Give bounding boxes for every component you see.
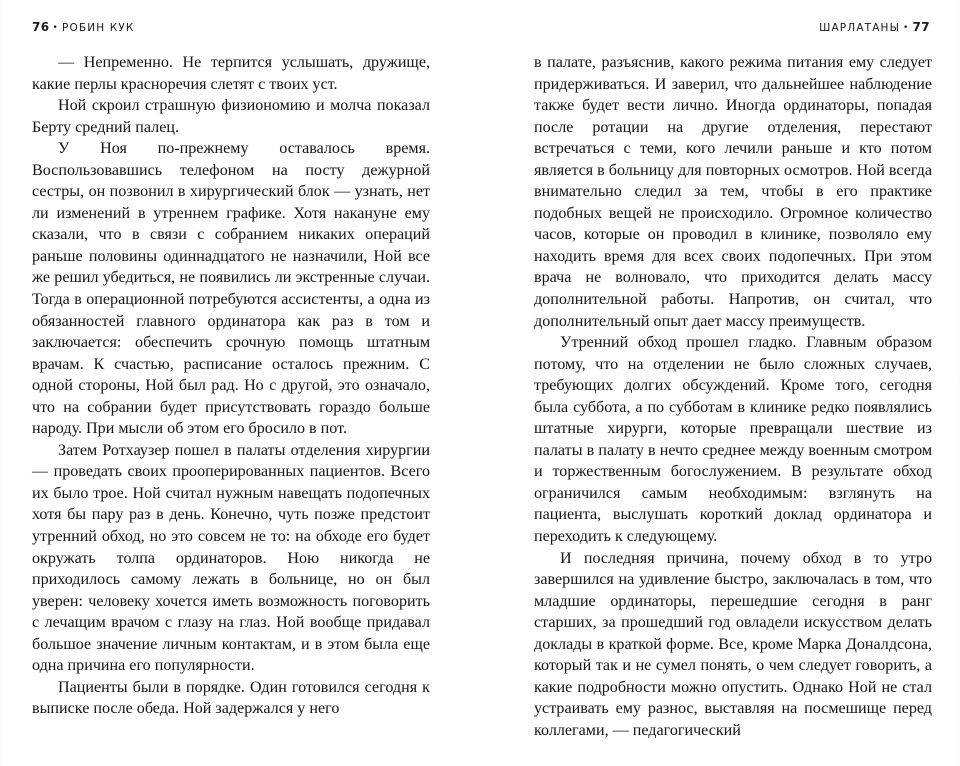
running-head-left [32,20,135,34]
page-edge-shading-left [0,0,6,766]
paragraph: Утренний обход прошел гладко. Главным образом потому, что на отделении не было сложных случаев, требующих долгих обсуждений. Кроме того, сегодня была суббота, а по субботам в клинике редко появлялись штатные хирурги, которые превращали шествие из палаты в палату в нечто среднее между военным смотром и торжественным богослужением. В результате обход ограничился самым необходимым: взглянуть на пациента, выслушать короткий доклад ординатора и переходить к следующему. [534,334,932,546]
paragraph: Ной скроил страшную физиономию и молча показал Берту средний палец. [32,97,430,136]
running-head-right [819,20,930,34]
paragraph: У Ноя по-прежнему оставалось время. Воспользовавшись телефоном на посту дежурной сестры, он позвонил в хирургический блок — узнать, нет ли изменений в утреннем графике. Хотя накануне ему сказали, что в связи с собранием никаких операций раньше половины одиннадцатого не назначили, Ной все же решил убедиться, не появились ли экстренные случаи. Тогда в операционной потребуются ассистенты, а одна из обязанностей главного ординатора как раз в том и заключается: обеспечить срочную помощь штатным врачам. К счастью, расписание осталось прежним. С одной стороны, Ной был рад. Но с другой, это означало, что на собрании будет присутствовать гораздо больше народу. При мысли об этом его бросило в пот. [32,140,430,438]
page-number-right: 77 [912,20,930,34]
page-number-left: 76 [32,20,50,34]
book-title-header: ШАРЛАТАНЫ [819,22,901,34]
body-text-left-page [32,52,430,720]
bullet-separator-icon: • [52,23,59,33]
bullet-separator-icon: • [903,23,910,33]
body-text-right-page [534,52,932,742]
paragraph: — Непременно. Не терпится услышать, дружище, какие перлы красноречия слетят с твоих уст. [32,54,430,93]
paragraph: Затем Ротхаузер пошел в палаты отделения хирургии — проведать своих прооперированных пациентов. Всего их было трое. Ной считал нужным навещать подопечных хотя бы пару раз в день. Конечно, чуть позже предстоит утренний обход, но это совсем не то: на обходе его будет окружать толпа ординаторов. Ною никогда не приходилось самому лежать в больнице, но он был уверен: человеку хочется иметь возможность поговорить с лечащим врачом с глазу на глаз. Ной вообще придавал большое значение личным контактам, и в этом была еще одна причина его популярности. [32,441,430,675]
paragraph: в палате, разъяснив, какого режима питания ему следует придерживаться. И заверил, что дальнейшее наблюдение также будет вести лично. Иногда ординаторы, попадая после ротации на другие отделения, перестают встречаться с теми, кого лечили раньше и кто потом является в больницу для повторных осмотров. Ной всегда внимательно следил за тем, чтобы в его практике подобных вещей не происходило. Огромное количество часов, которые он проводил в клинике, позволяло ему находить время для всех своих подопечных. При этом врача не волновало, что приходится делать массу дополнительной работы. Напротив, он считал, что дополнительный опыт дает массу преимуществ. [534,54,933,330]
paragraph: И последняя причина, почему обход в то утро завершился на удивление быстро, заключалась в том, что младшие ординаторы, перешедшие сегодня в ранг старших, за прошедший год овладели искусством делать доклады в краткой форме. Все, кроме Марка Доналдсона, который так и не сумел понять, о чем следует говорить, а какие подробности можно опустить. Однако Ной не стал устраивать ему разнос, выставляя на посмешище перед коллегами, — педагогический [534,549,932,739]
author-name-header: РОБИН КУК [61,22,135,34]
paragraph: Пациенты были в порядке. Один готовился сегодня к выписке после обеда. Ной задержался у него [32,678,430,718]
page-edge-shading-right [954,0,960,766]
